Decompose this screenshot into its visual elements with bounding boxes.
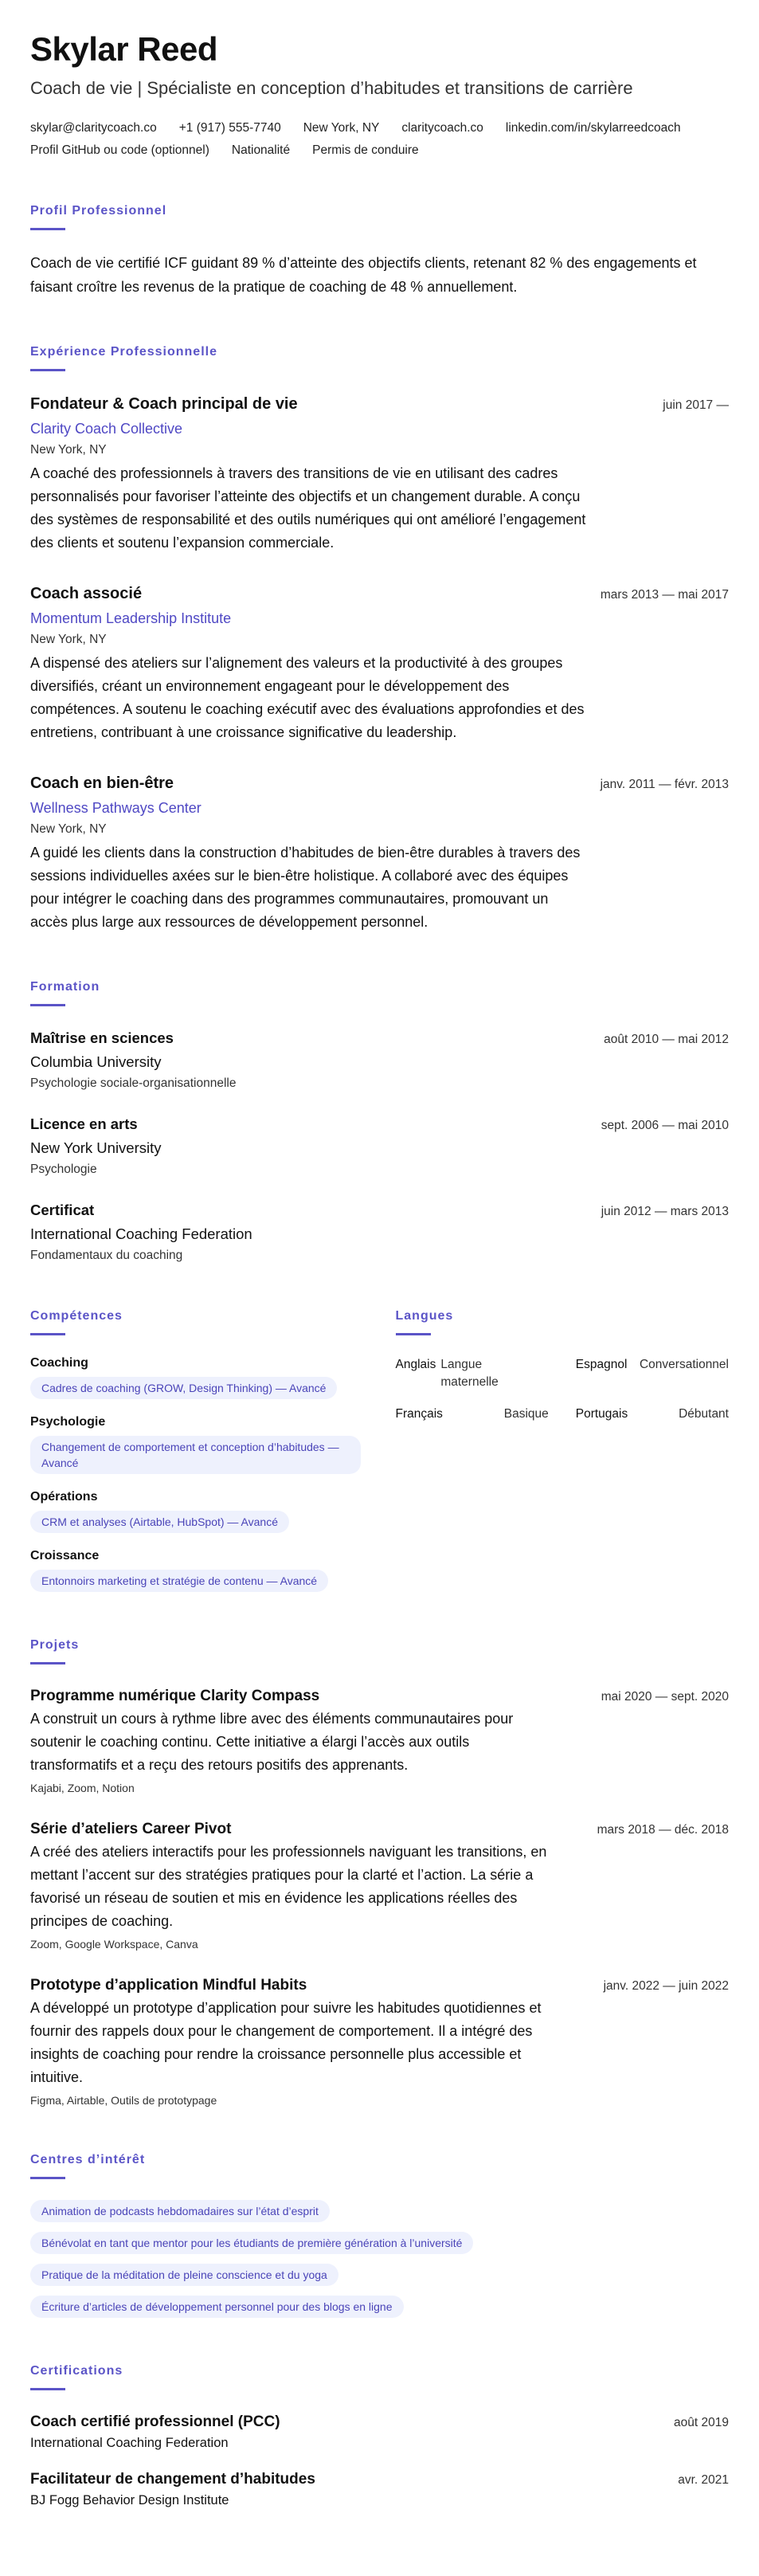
language-level: Langue maternelle — [440, 1358, 499, 1389]
language-name: Anglais — [395, 1358, 436, 1371]
education-dates: août 2010 — mai 2012 — [604, 1033, 729, 1046]
contact-github[interactable]: Profil GitHub ou code (optionnel) — [30, 143, 209, 157]
education-dates: sept. 2006 — mai 2010 — [601, 1119, 729, 1132]
contact-phone[interactable]: +1 (917) 555-7740 — [178, 121, 281, 135]
skills-section — [30, 1309, 364, 1592]
certification-title: Facilitateur de changement d’habitudes — [30, 2471, 315, 2488]
section-title: Certifications — [30, 2364, 123, 2378]
job-location: New York, NY — [30, 822, 107, 836]
interest-pill: Bénévolat en tant que mentor pour les étudiants de première génération à l’université — [30, 2232, 473, 2254]
language-item — [576, 1406, 729, 1423]
job-dates: mars 2013 — mai 2017 — [600, 588, 729, 602]
certification-entry — [30, 2468, 729, 2510]
education-entry — [30, 1199, 729, 1263]
language-level: Conversationnel — [639, 1358, 729, 1371]
school-name: Columbia University — [30, 1053, 162, 1070]
section-title: Formation — [30, 980, 100, 994]
contact-email[interactable]: skylar@claritycoach.co — [30, 121, 157, 135]
job-description: A coaché des professionnels à travers des transitions de vie en utilisant des cadres personnalisés pour favoriser l’atteinte des objectifs et un changement durable. A conçu des systèmes de responsabilité et des outils numériques qui ont amélioré l’engagement des clients et soutenu l’expansion commerciale. — [30, 465, 586, 551]
skill-pill: Changement de comportement et conception d’habitudes — Avancé — [30, 1436, 361, 1474]
language-level: Débutant — [679, 1407, 729, 1421]
interests-section — [30, 2153, 729, 2327]
degree-name: Certificat — [30, 1202, 95, 1218]
project-title: Prototype d’application Mindful Habits — [30, 1977, 307, 1994]
certification-date: avr. 2021 — [678, 2473, 729, 2487]
degree-name: Licence en arts — [30, 1115, 138, 1132]
section-title: Centres d’intérêt — [30, 2153, 146, 2166]
school-name: International Coaching Federation — [30, 1225, 252, 1242]
job-description: A guidé les clients dans la construction d’habitudes de bien-être durables à travers des sessions individuelles axées sur le bien-être holistique. A collaboré avec des équipes pour intégrer le coaching dans des programmes communautaires, promouvant un accès plus large aux ressources de développement personnel. — [30, 845, 581, 930]
company-name: Momentum Leadership Institute — [30, 610, 232, 626]
contact-license: Permis de conduire — [312, 143, 419, 157]
job-dates: juin 2017 — — [663, 398, 729, 412]
section-divider — [30, 2388, 65, 2390]
company-name: Clarity Coach Collective — [30, 421, 183, 437]
job-title: Coach en bien-être — [30, 774, 174, 792]
language-item — [396, 1356, 549, 1391]
language-name: Espagnol — [575, 1358, 628, 1371]
job-location: New York, NY — [30, 633, 107, 646]
language-list — [396, 1356, 730, 1423]
skill-pill: Entonnoirs marketing et stratégie de contenu — Avancé — [30, 1570, 328, 1592]
skills-languages-row — [30, 1309, 729, 1592]
interest-pill: Animation de podcasts hebdomadaires sur l’état d’esprit — [30, 2200, 330, 2222]
job-title: Coach associé — [30, 585, 143, 602]
section-divider — [396, 1333, 431, 1335]
contact-location: New York, NY — [303, 121, 380, 135]
study-field: Fondamentaux du coaching — [30, 1249, 183, 1262]
resume-header — [30, 29, 729, 158]
language-name: Portugais — [575, 1407, 628, 1421]
section-divider — [30, 228, 65, 230]
project-tools: Kajabi, Zoom, Notion — [30, 1782, 135, 1794]
experience-entry — [30, 771, 729, 934]
job-location: New York, NY — [30, 443, 107, 457]
interest-pill: Pratique de la méditation de pleine conscience et du yoga — [30, 2264, 338, 2286]
skill-category: Coaching — [30, 1356, 88, 1370]
certifications-section — [30, 2364, 729, 2510]
contact-list — [30, 121, 729, 158]
contact-linkedin[interactable]: linkedin.com/in/skylarreedcoach — [505, 121, 681, 135]
section-divider — [30, 2177, 65, 2179]
project-description: A créé des ateliers interactifs pour les professionnels naviguant les transitions, en mettant l’accent sur des stratégies pratiques pour la clarté et l’action. La série a favorisé un réseau de soutien et mis en évidence les applications réelles des principes de coaching. — [30, 1844, 547, 1929]
summary-section — [30, 204, 729, 299]
job-title: Fondateur & Coach principal de vie — [30, 395, 298, 413]
section-divider — [30, 369, 65, 371]
certification-title: Coach certifié professionnel (PCC) — [30, 2413, 280, 2430]
education-section — [30, 980, 729, 1263]
contact-website[interactable]: claritycoach.co — [401, 121, 483, 135]
certification-issuer: International Coaching Federation — [30, 2436, 229, 2450]
certification-issuer: BJ Fogg Behavior Design Institute — [30, 2493, 229, 2507]
languages-section — [396, 1309, 730, 1592]
headline: Coach de vie | Spécialiste en conception d’habitudes et transitions de carrière — [30, 78, 633, 98]
contact-nationality: Nationalité — [231, 143, 291, 157]
project-dates: mars 2018 — déc. 2018 — [597, 1823, 729, 1837]
project-description: A construit un cours à rythme libre avec des éléments communautaires pour soutenir le coaching continu. Cette initiative a élargi l’accès aux outils transformatifs et a reçu des retours positifs des apprenants. — [30, 1711, 514, 1773]
degree-name: Maîtrise en sciences — [30, 1029, 174, 1046]
experience-section — [30, 345, 729, 934]
education-entry — [30, 1113, 729, 1177]
section-divider — [30, 1662, 65, 1664]
section-divider — [30, 1333, 65, 1335]
job-description: A dispensé des ateliers sur l’alignement des valeurs et la productivité à des groupes diversifiés, créant un environnement engageant pour le développement des compétences. A soutenu le coaching exécutif avec des évaluations approfondies et des entretiens, contribuant à une croissance significative du leadership. — [30, 655, 585, 740]
section-title: Projets — [30, 1638, 80, 1652]
interest-pill: Écriture d’articles de développement personnel pour des blogs en ligne — [30, 2296, 404, 2318]
language-level: Basique — [503, 1407, 549, 1421]
skill-category: Opérations — [30, 1490, 98, 1504]
skill-category: Psychologie — [30, 1415, 106, 1429]
section-title: Langues — [395, 1309, 454, 1323]
certification-date: août 2019 — [674, 2416, 729, 2429]
project-dates: mai 2020 — sept. 2020 — [601, 1690, 729, 1704]
project-title: Programme numérique Clarity Compass — [30, 1688, 320, 1704]
study-field: Psychologie sociale-organisationnelle — [30, 1076, 237, 1090]
project-entry — [30, 1685, 729, 1794]
section-title: Expérience Professionnelle — [30, 345, 217, 359]
project-entry — [30, 1818, 729, 1951]
candidate-name: Skylar Reed — [30, 30, 217, 68]
projects-section — [30, 1638, 729, 2107]
study-field: Psychologie — [30, 1163, 97, 1176]
certification-entry — [30, 2411, 729, 2452]
company-name: Wellness Pathways Center — [30, 800, 201, 816]
project-tools: Figma, Airtable, Outils de prototypage — [30, 2094, 217, 2107]
project-description: A développé un prototype d’application pour suivre les habitudes quotidiennes et fournir des rappels doux pour le changement de comportement. Il a intégré des insights de coaching pour rendre la croissance personnelle plus accessible et intuitive. — [30, 2000, 542, 2085]
project-title: Série d’ateliers Career Pivot — [30, 1821, 232, 1837]
skill-category: Croissance — [30, 1549, 100, 1562]
section-divider — [30, 1004, 65, 1006]
skill-pill: Cadres de coaching (GROW, Design Thinking) — Avancé — [30, 1377, 337, 1399]
experience-entry — [30, 392, 729, 555]
language-item — [576, 1356, 729, 1391]
language-name: Français — [395, 1407, 443, 1421]
section-title: Compétences — [30, 1309, 123, 1323]
job-dates: janv. 2011 — févr. 2013 — [600, 778, 729, 791]
skill-pill: CRM et analyses (Airtable, HubSpot) — Avancé — [30, 1511, 289, 1533]
project-entry — [30, 1974, 729, 2107]
education-entry — [30, 1027, 729, 1091]
summary-text: Coach de vie certifié ICF guidant 89 % d’atteinte des objectifs clients, retenant 82 % des engagements et faisant croître les revenus de la pratique de coaching de 48 % annuellement. — [30, 255, 697, 295]
language-item — [396, 1406, 549, 1423]
experience-entry — [30, 582, 729, 744]
section-title: Profil Professionnel — [30, 204, 167, 218]
project-tools: Zoom, Google Workspace, Canva — [30, 1938, 198, 1951]
project-dates: janv. 2022 — juin 2022 — [603, 1979, 729, 1993]
education-dates: juin 2012 — mars 2013 — [601, 1205, 729, 1218]
school-name: New York University — [30, 1139, 162, 1156]
